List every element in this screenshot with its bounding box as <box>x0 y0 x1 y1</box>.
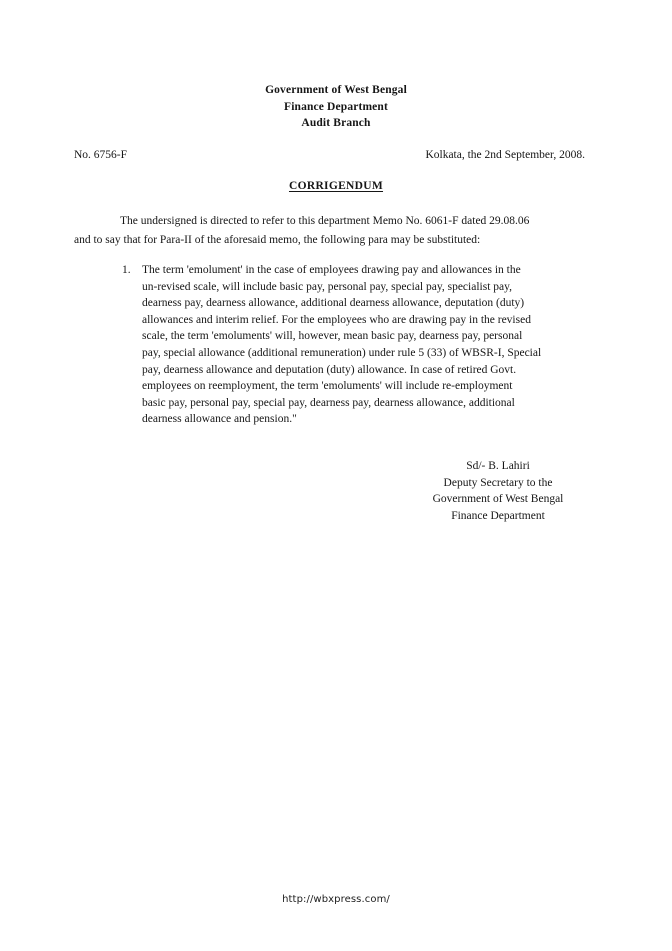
clause-line: scale, the term 'emoluments' will, however, mean basic pay, dearness pay, personal <box>142 330 523 343</box>
clause-line: pay, special allowance (additional remuneration) under rule 5 (33) of WBSR-I, Special <box>142 346 542 359</box>
letterhead-line-government: Government of West Bengal <box>265 84 407 96</box>
clause-marker: 1. <box>122 264 131 276</box>
signature-government: Government of West Bengal <box>432 493 564 506</box>
clause-item-1 <box>122 262 602 428</box>
signature-name: Sd/- B. Lahiri <box>466 460 530 472</box>
memo-header-row <box>74 148 598 163</box>
letterhead-line-department: Finance Department <box>284 100 388 113</box>
clause-line: pay, dearness allowance and deputation (duty) allowance. In case of retired Govt. <box>142 363 517 376</box>
clause-line: dearness pay, dearness allowance, additional dearness allowance, deputation (duty) <box>142 297 525 310</box>
letterhead-line-branch: Audit Branch <box>301 117 371 129</box>
clause-line: allowances and interim relief. For the employees who are drawing pay in the revised <box>142 313 531 326</box>
intro-line: The undersigned is directed to refer to this department Memo No. 6061-F dated 29.08.06 <box>120 215 530 227</box>
letterhead <box>0 82 672 132</box>
signature-block <box>383 458 613 524</box>
clause-line: employees on reemployment, the term 'emoluments' will include re-employment <box>142 380 513 393</box>
clause-line: dearness allowance and pension." <box>142 413 297 426</box>
document-title-text: CORRIGENDUM <box>288 180 384 192</box>
memo-place-and-date: Kolkata, the 2nd September, 2008. <box>425 149 585 161</box>
clause-line: The term 'emolument' in the case of employees drawing pay and allowances in the <box>142 264 521 276</box>
intro-paragraph <box>74 212 599 250</box>
memo-number: No. 6756-F <box>74 149 128 161</box>
clause-line: basic pay, personal pay, special pay, dearness pay, dearness allowance, additional <box>142 396 515 409</box>
signature-department: Finance Department <box>451 509 545 522</box>
intro-line: and to say that for Para-II of the aforesaid memo, the following para may be substituted: <box>74 234 481 246</box>
clause-body <box>142 262 602 428</box>
document-title <box>0 180 672 192</box>
footer-source-url: http://wbxpress.com/ <box>282 894 390 905</box>
clause-line: un-revised scale, will include basic pay, personal pay, special pay, specialist pay, <box>142 280 512 293</box>
signature-designation: Deputy Secretary to the <box>443 476 553 489</box>
